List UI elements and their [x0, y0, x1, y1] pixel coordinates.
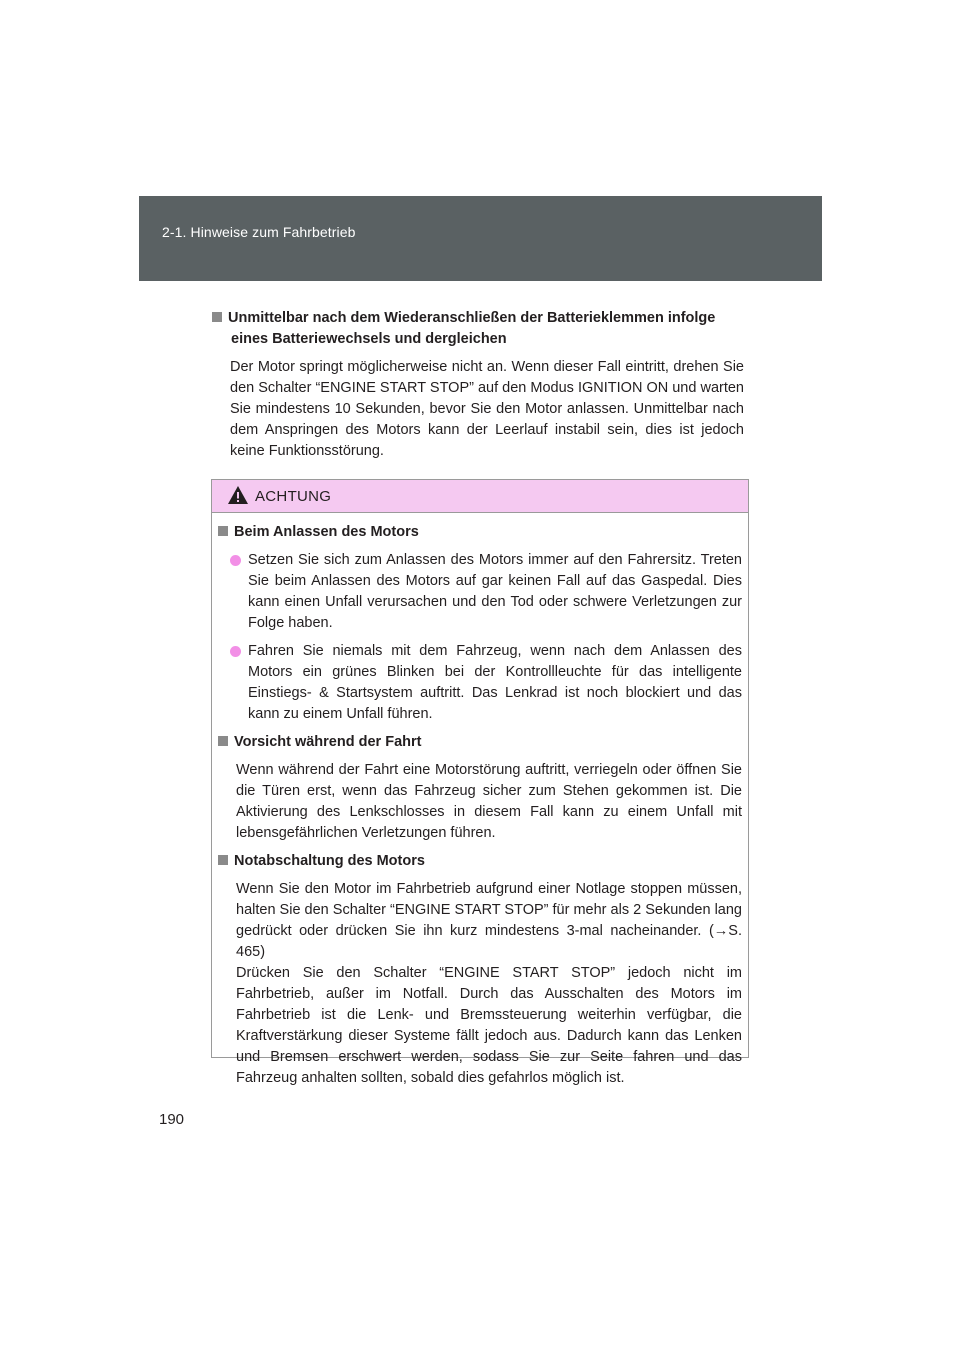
warning-triangle-icon	[227, 485, 249, 505]
warning-bullet: Fahren Sie niemals mit dem Fahrzeug, wenn nach dem Anlassen des Motors ein grünes Blinken bei der Kontrollleuchte für das intelligente Einstiegs- & Startsystem auftritt. Das Lenkrad ist noch blockiert und das kann zu einem Unfall führen.	[218, 641, 742, 725]
page-number: 190	[159, 1111, 185, 1128]
warning-text-emergency-2: Drücken Sie den Schalter “ENGINE START STOP” jedoch nicht im Fahrbetrieb, außer im Notfall. Durch das Ausschalten des Motors im Fahrbetrieb ist die Lenk- und Bremssteuerung weiterhin verfügbar, die Kraftverstärkung dieser Systeme fällt jedoch aus. Dadurch kann das Lenken und Bremsen erschwert werden, sodass Sie zur Seite fahren und das Fahrzeug anhalten sollten, sobald dies gefahrlos möglich ist.	[236, 965, 742, 1086]
square-bullet-icon	[218, 855, 228, 865]
circle-bullet-icon	[230, 555, 241, 566]
intro-block	[212, 308, 744, 462]
warning-heading-emergency: Notabschaltung des Motors	[218, 851, 742, 872]
warning-text-emergency-1: Wenn Sie den Motor im Fahrbetrieb aufgrund einer Notlage stoppen müssen, halten Sie den Schalter “ENGINE START STOP” für mehr als 2 Sekunden lang gedrückt oder drücken Sie ihn kurz mindestens 3-mal nacheinander. (→S. 465)	[236, 881, 742, 960]
warning-box	[211, 479, 749, 1086]
square-bullet-icon	[218, 736, 228, 746]
circle-bullet-icon	[230, 646, 241, 657]
warning-heading-driving: Vorsicht während der Fahrt	[218, 732, 742, 753]
warning-title: ACHTUNG	[255, 488, 332, 505]
warning-body	[212, 513, 748, 1089]
intro-heading: Unmittelbar nach dem Wiederanschließen der Batterieklemmen infolge eines Batteriewechsels und dergleichen	[212, 308, 744, 350]
warning-bullet: Setzen Sie sich zum Anlassen des Motors immer auf den Fahrersitz. Treten Sie beim Anlassen des Motors auf gar keinen Fall auf das Gaspedal. Dies kann einen Unfall verursachen und den Tod oder schwere Verletzungen zur Folge haben.	[218, 550, 742, 634]
warning-text-driving: Wenn während der Fahrt eine Motorstörung auftritt, verriegeln oder öffnen Sie die Türen erst, wenn das Fahrzeug sicher zum Stehen gekommen ist. Die Aktivierung des Lenkschlosses in diesem Fall kann zu einem Unfall mit lebensgefährlichen Verletzungen führen.	[236, 762, 742, 841]
warning-heading-start: Beim Anlassen des Motors	[218, 522, 742, 543]
square-bullet-icon	[212, 312, 222, 322]
intro-text: Der Motor springt möglicherweise nicht an. Wenn dieser Fall eintritt, drehen Sie den Schalter “ENGINE START STOP” auf den Modus IGNITION ON und warten Sie mindestens 10 Sekunden, bevor Sie den Motor anlassen. Unmittelbar nach dem Anspringen des Motors kann der Leerlauf instabil sein, dies ist jedoch keine Funktionsstörung.	[230, 359, 744, 459]
warning-header	[212, 480, 748, 513]
square-bullet-icon	[218, 526, 228, 536]
section-header-band	[139, 196, 822, 281]
section-title: 2-1. Hinweise zum Fahrbetrieb	[162, 224, 356, 240]
